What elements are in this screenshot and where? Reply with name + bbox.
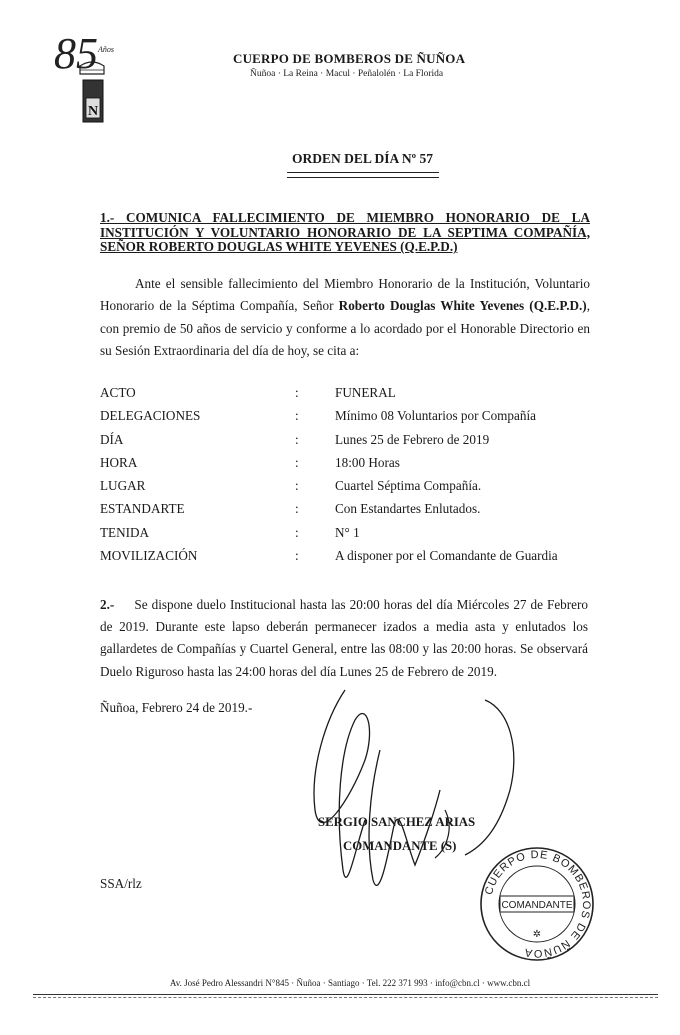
logo-years: Años — [98, 45, 114, 54]
detail-value: Mínimo 08 Voluntarios por Compañía — [335, 408, 536, 424]
detail-value: Lunes 25 de Febrero de 2019 — [335, 431, 490, 447]
section-2-number: 2.- — [100, 597, 115, 612]
intro-text: Ante el sensible fallecimiento del Miembro Honorario de la Institución, Voluntario Honorario de la Séptima Compañía, Señor — [100, 276, 590, 314]
footer-contact: Av. José Pedro Alessandri N°845 · Ñuñoa · Santiago · Tel. 222 371 993 · info@cbn.cl · www.cbn.cl — [169, 978, 531, 988]
detail-colon: : — [295, 408, 299, 424]
detail-colon: : — [295, 431, 299, 447]
deceased-name: Roberto Douglas White Yevenes (Q.E.P.D.) — [338, 298, 587, 314]
detail-row — [100, 548, 600, 571]
detail-colon: : — [295, 524, 299, 540]
author-initials: SSA/rlz — [100, 876, 142, 891]
title-double-rule — [287, 172, 439, 178]
detail-label: DÍA — [100, 431, 124, 447]
section-1-line: SEÑOR ROBERTO DOUGLAS WHITE YEVENES (Q.E.P.D.) — [100, 239, 458, 254]
logo-letter: N — [87, 104, 99, 119]
section-2-text: Se dispone duelo Institucional hasta las 20:00 horas del día Miércoles 27 de Febrero de 2019. Durante este lapso deberán permanecer izados a media asta y enlutados los gallardetes de Compañías y Cuartel General, entre las 08:00 y las 20:00 horas. Se observará Duelo Riguroso hasta las 24:00 horas del día Lunes 25 de Febrero de 2019. — [100, 597, 588, 679]
order-title: ORDEN DEL DÍA Nº 57 — [292, 151, 433, 166]
signer-role: COMANDANTE (S) — [343, 839, 457, 853]
intro-text-end: , con premio de 50 años de servicio y conforme a lo acordado por el Honorable Directorio en su Sesión Extraordinaria del día de hoy, se cita a: — [100, 298, 590, 359]
detail-row — [100, 501, 600, 524]
detail-colon: : — [295, 454, 299, 470]
footer-rule — [33, 994, 658, 998]
logo-number: 85 — [54, 29, 98, 78]
detail-colon: : — [295, 385, 299, 400]
detail-row — [100, 525, 600, 548]
official-stamp — [478, 845, 596, 963]
detail-row — [100, 385, 600, 408]
footer-contact-wrap — [0, 978, 680, 988]
detail-row — [100, 408, 600, 431]
stamp-ring-text: CUERPO DE BOMBEROS DE ÑUÑOA — [482, 848, 593, 960]
detail-value: FUNERAL — [335, 385, 396, 400]
section-2-paragraph — [100, 594, 588, 683]
detail-row — [100, 455, 600, 478]
organization-communes: Ñuñoa · La Reina · Macul · Peñalolén · La Florida — [250, 69, 444, 79]
organization-name: CUERPO DE BOMBEROS DE ÑUÑOA — [233, 51, 466, 66]
detail-value: A disponer por el Comandante de Guardia — [335, 548, 558, 564]
detail-row — [100, 432, 600, 455]
signer-name: SERGIO SANCHEZ ARIAS — [318, 815, 476, 829]
detail-label: DELEGACIONES — [100, 408, 201, 424]
detail-label: ESTANDARTE — [100, 501, 185, 517]
detail-label: TENIDA — [100, 524, 150, 540]
detail-label: ACTO — [100, 385, 136, 400]
detail-label: LUGAR — [100, 478, 146, 494]
organization-logo — [40, 28, 135, 128]
detail-row — [100, 478, 600, 501]
detail-colon: : — [295, 478, 299, 494]
detail-colon: : — [295, 501, 299, 517]
date-line: Ñuñoa, Febrero 24 de 2019.- — [100, 700, 253, 715]
detail-value: N° 1 — [335, 524, 360, 540]
detail-value: Con Estandartes Enlutados. — [335, 501, 481, 517]
order-title-wrap — [0, 150, 680, 168]
detail-label: HORA — [100, 454, 138, 470]
section-1-line: INSTITUCIÓN Y VOLUNTARIO HONORARIO DE LA SEPTIMA COMPAÑÍA, — [100, 224, 590, 240]
star-icon: ✲ — [532, 929, 542, 940]
detail-value: 18:00 Horas — [335, 454, 400, 470]
intro-paragraph — [100, 273, 590, 363]
detail-label: MOVILIZACIÓN — [100, 548, 198, 564]
section-1-heading — [100, 211, 590, 255]
detail-value: Cuartel Séptima Compañía. — [335, 478, 482, 494]
section-1-line: 1.- COMUNICA FALLECIMIENTO DE MIEMBRO HONORARIO DE LA — [100, 210, 590, 225]
detail-colon: : — [295, 548, 299, 564]
ceremony-details — [100, 385, 600, 571]
stamp-center-text: COMANDANTE — [501, 900, 573, 911]
